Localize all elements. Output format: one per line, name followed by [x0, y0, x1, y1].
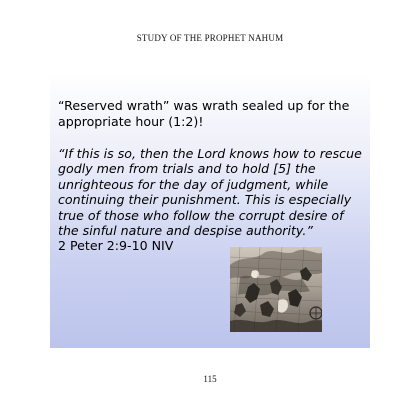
page-number: 115 [203, 374, 217, 384]
slide-text-block [58, 98, 366, 254]
slide-lead-text: “Reserved wrath” was wrath sealed up for the appropriate hour (1:2)! [58, 98, 350, 129]
slide-panel [50, 73, 370, 348]
scripture-quote: “If this is so, then the Lord knows how to rescue godly men from trials and to hold [5] the unrighteous for the day of judgment, while continuing their punishment. This is especially true of those who follow the corrupt desire of the sinful nature and despise authority.” [58, 146, 362, 239]
scripture-reference: 2 Peter 2:9-10 NIV [58, 238, 174, 254]
running-header: STUDY OF THE PROPHET NAHUM [136, 33, 284, 43]
engraving-illustration [230, 247, 322, 332]
